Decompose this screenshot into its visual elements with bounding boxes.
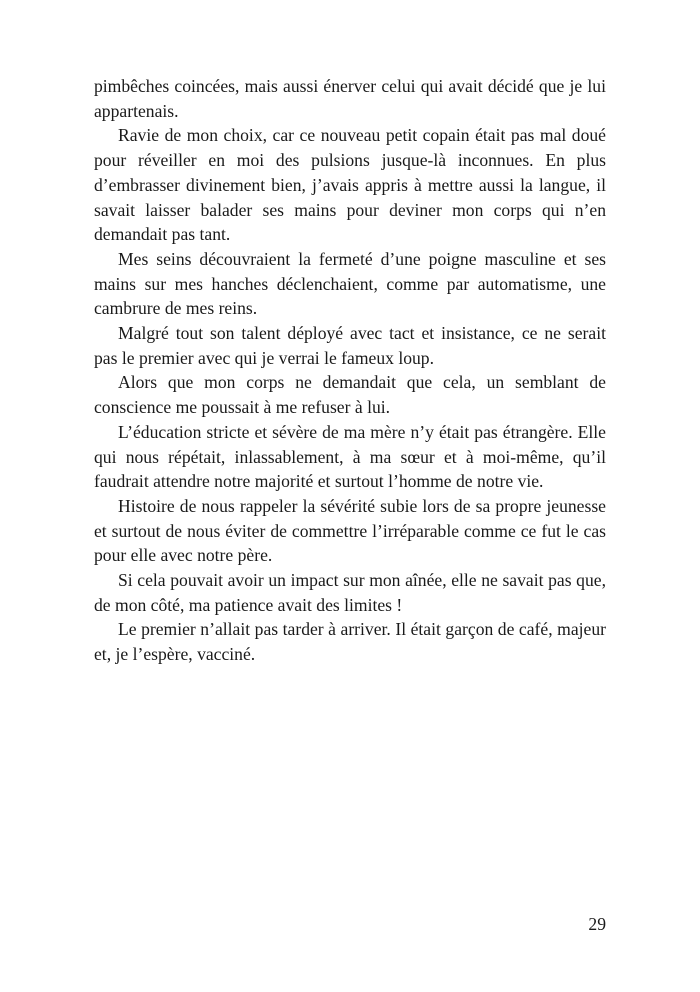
page-number: 29 (588, 914, 606, 934)
paragraph: Le premier n’allait pas tarder à arriver. Il était garçon de café, majeur et, je l’espère, vacciné. (94, 619, 606, 665)
body-text (94, 74, 606, 667)
paragraph: L’éducation stricte et sévère de ma mère n’y était pas étrangère. Elle qui nous répétait, inlassablement, à ma sœur et à moi-même, qu’il faudrait attendre notre majorité et surtout l’homme de notre vie. (94, 421, 606, 492)
paragraph: Ravie de mon choix, car ce nouveau petit copain était pas mal doué pour réveiller en moi des pulsions jusque-là inconnues. En plus d’embrasser divinement bien, j’avais appris à mettre aussi la langue, il savait laisser balader ses mains pour deviner mon corps qui n’en demandait pas tant. (94, 125, 606, 245)
paragraph: Histoire de nous rappeler la sévérité subie lors de sa propre jeunesse et surtout de nous éviter de commettre l’irréparable comme ce fut le cas pour elle avec notre père. (94, 495, 606, 566)
paragraph: Si cela pouvait avoir un impact sur mon aînée, elle ne savait pas que, de mon côté, ma patience avait des limites ! (94, 570, 606, 615)
paragraph: Malgré tout son talent déployé avec tact et insistance, ce ne serait pas le premier avec qui je verrai le fameux loup. (94, 323, 606, 368)
paragraph-continuation: pimbêches coincées, mais aussi énerver celui qui avait décidé que je lui appartenais. (94, 76, 606, 121)
paragraph: Alors que mon corps ne demandait que cela, un semblant de conscience me poussait à me refuser à lui. (94, 372, 606, 418)
paragraph: Mes seins découvraient la fermeté d’une poigne masculine et ses mains sur mes hanches déclenchaient, comme par automatisme, une cambrure de mes reins. (94, 248, 606, 319)
